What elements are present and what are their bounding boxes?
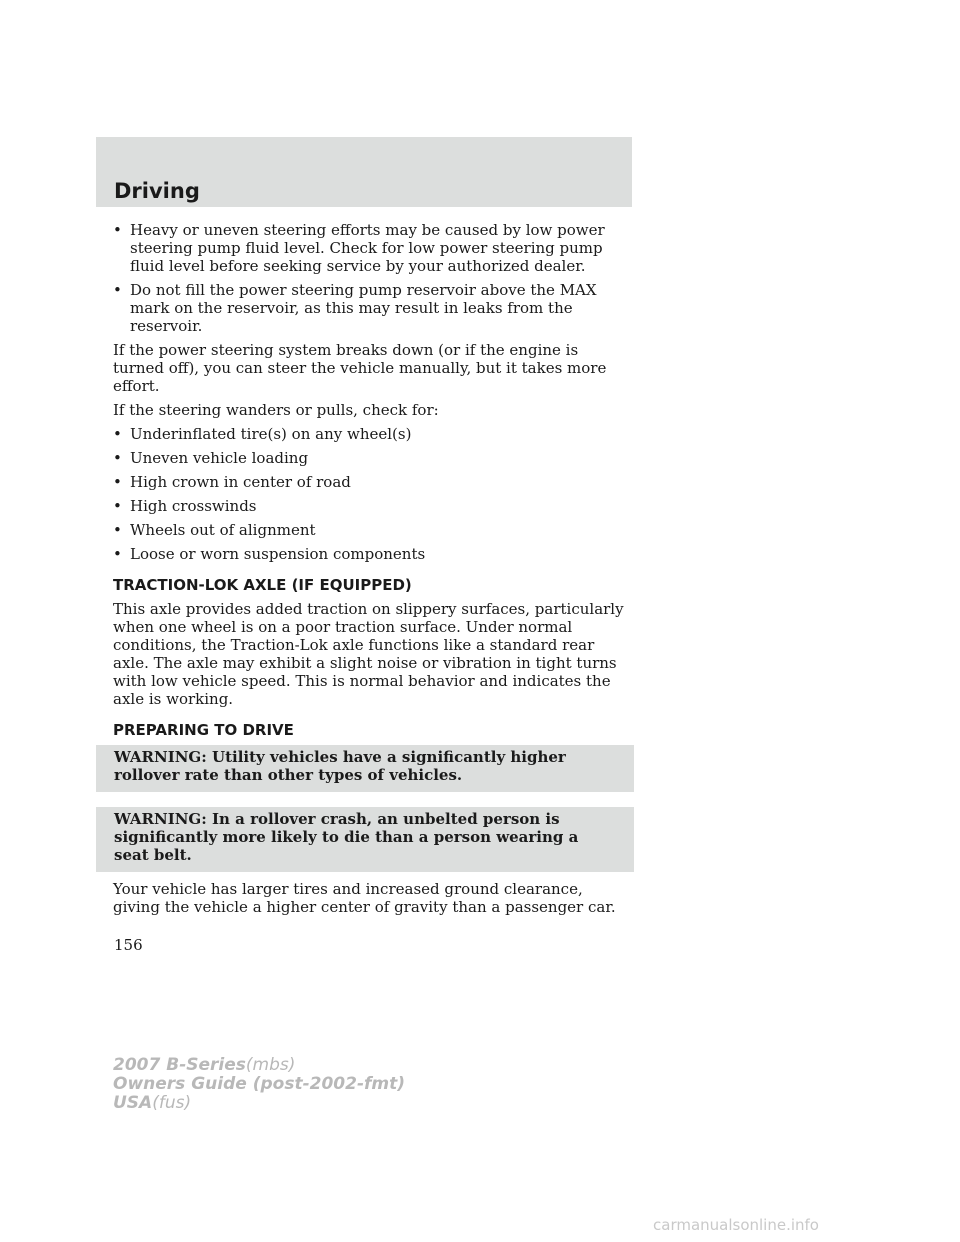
breakdown-paragraph: If the power steering system breaks down (or if the engine is turned off), you can steer the vehicle manually, but it takes more effort.: [113, 341, 607, 395]
bullet-dot: •: [113, 473, 122, 491]
bullet-item: [113, 221, 633, 275]
check-text: Underinflated tire(s) on any wheel(s): [130, 425, 412, 443]
check-item: [113, 473, 633, 491]
footer-line-model: [113, 1056, 405, 1075]
bullet-dot: •: [113, 221, 122, 239]
preparing-heading: PREPARING TO DRIVE: [113, 721, 294, 739]
bullet-text: Do not fill the power steering pump reservoir above the MAX mark on the reservoir, as this may result in leaks from the reservoir.: [130, 281, 597, 335]
check-text: High crosswinds: [130, 497, 257, 515]
footer-market-code: (fus): [152, 1093, 192, 1113]
bullet-dot: •: [113, 545, 122, 563]
section-title: Driving: [114, 179, 200, 203]
check-item: [113, 521, 633, 539]
bullet-dot: •: [113, 425, 122, 443]
warning-box-rollover-rate: [96, 745, 634, 792]
section-header-band: [96, 137, 632, 207]
preparing-paragraph: Your vehicle has larger tires and increased ground clearance, giving the vehicle a higher center of gravity than a passenger car.: [113, 880, 616, 916]
check-item: [113, 545, 633, 563]
check-item: [113, 425, 633, 443]
check-text: Wheels out of alignment: [130, 521, 316, 539]
traction-paragraph: This axle provides added traction on slippery surfaces, particularly when one wheel is on a poor traction surface. Under normal conditions, the Traction-Lok axle functions like a standard rear axle. The axle may exhibit a slight noise or vibration in tight turns with low vehicle speed. This is normal behavior and indicates the axle is working.: [113, 600, 624, 708]
check-item: [113, 497, 633, 515]
bullet-dot: •: [113, 521, 122, 539]
check-text: Uneven vehicle loading: [130, 449, 309, 467]
bullet-dot: •: [113, 497, 122, 515]
footer-market: USA: [113, 1093, 153, 1113]
page-number: 156: [114, 936, 143, 954]
check-text: High crown in center of road: [130, 473, 351, 491]
footer-line-market: [113, 1094, 405, 1113]
warning-text: WARNING: Utility vehicles have a significantly higher rollover rate than other types of vehicles.: [114, 748, 566, 784]
document-footer: [113, 1056, 405, 1113]
footer-guide: Owners Guide (post-2002-fmt): [113, 1074, 406, 1094]
site-watermark: carmanualsonline.info: [653, 1216, 819, 1234]
warning-box-unbelted: [96, 807, 634, 872]
check-text: Loose or worn suspension components: [130, 545, 426, 563]
bullet-item: [113, 281, 633, 335]
bullet-text: Heavy or uneven steering efforts may be caused by low power steering pump fluid level. Check for low power steering pump fluid level before seeking service by your authorized dealer.: [130, 221, 605, 275]
page-content: [113, 221, 633, 922]
warning-text: WARNING: In a rollover crash, an unbelted person is significantly more likely to die than a person wearing a seat belt.: [114, 810, 579, 864]
traction-heading: TRACTION-LOK AXLE (IF EQUIPPED): [113, 576, 412, 594]
footer-model: 2007 B-Series: [113, 1055, 246, 1075]
footer-model-code: (mbs): [245, 1055, 296, 1075]
wanders-paragraph: If the steering wanders or pulls, check for:: [113, 401, 439, 419]
bullet-dot: •: [113, 281, 122, 299]
check-item: [113, 449, 633, 467]
bullet-dot: •: [113, 449, 122, 467]
